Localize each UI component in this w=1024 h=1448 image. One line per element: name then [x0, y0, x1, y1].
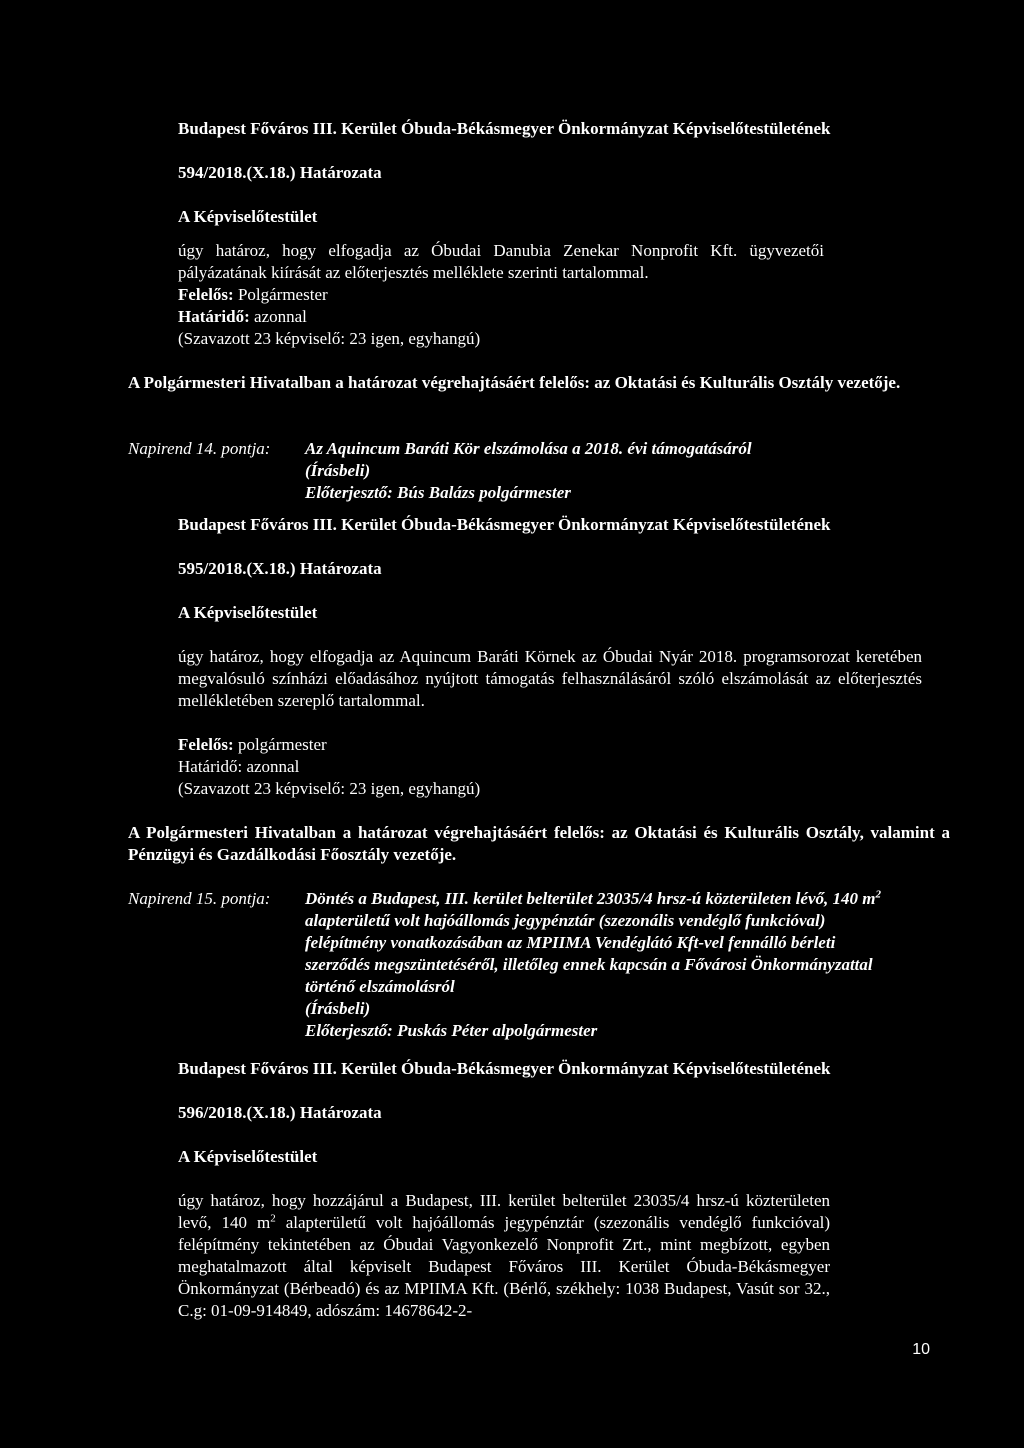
responsible-value: Polgármester	[237, 285, 328, 304]
agenda-presenter: Előterjesztő: Bús Balázs polgármester	[305, 483, 571, 502]
agenda-title: Az Aquincum Baráti Kör elszámolása a 2018. évi támogatásáról	[305, 439, 752, 458]
agenda-title-line: szerződés megszüntetéséről, illetőleg ennek kapcsán a Fővárosi Önkormányzattal	[305, 955, 873, 974]
office-responsibility: A Polgármesteri Hivatalban a határozat végrehajtásáért felelős: az Oktatási és Kulturális Osztály, valamint a Pénzügyi és Gazdálkodási Főosztály vezetője.	[128, 823, 950, 864]
responsible-label: Felelős:	[178, 735, 234, 754]
responsible-line	[178, 734, 938, 756]
resolution-number: 594/2018.(X.18.) Határozata	[178, 163, 382, 182]
deadline-label: Határidő:	[178, 307, 250, 326]
agenda-type: (Írásbeli)	[305, 999, 371, 1018]
agenda-title-text: Döntés a Budapest, III. kerület belterület 23035/4 hrsz-ú közterületen lévő, 140 m	[305, 889, 876, 908]
resolution-text-part: alapterületű volt hajóállomás jegypénztár (szezonális vendéglő funkcióval) felépítmény tekintetében az Óbudai Vagyonkezelő Nonprofit Zrt., mint megbízott, egyben meghatalmazott által képviselt Budapest Főváros III. Kerület Óbuda-Békásmegyer Önkormányzat (Bérbeadó) és az MPIIMA Kft. (Bérlő, székhely: 1038 Budapest, Vasút sor 32., C.g: 01-09-914849, adószám: 14678642-2-	[178, 1213, 830, 1320]
deadline-value: azonnal	[254, 307, 307, 326]
responsible-value: polgármester	[237, 735, 327, 754]
resolution-text: úgy határoz, hogy elfogadja az Aquincum Baráti Körnek az Óbudai Nyár 2018. programsorozat keretében megvalósuló színházi előadásához nyújtott támogatás felhasználásáról szóló elszámolását az előterjesztés mellékletében szereplő tartalommal.	[178, 647, 922, 710]
resolution-text	[178, 1190, 830, 1322]
resolution-header: Budapest Főváros III. Kerület Óbuda-Békásmegyer Önkormányzat Képviselőtestületének	[178, 119, 831, 138]
council-heading: A Képviselőtestület	[178, 207, 318, 226]
agenda-label: Napirend 15. pontja:	[128, 889, 271, 908]
deadline-line: Határidő: azonnal	[178, 757, 300, 776]
page-number: 10	[912, 1341, 930, 1358]
resolution-header: Budapest Főváros III. Kerület Óbuda-Békásmegyer Önkormányzat Képviselőtestületének	[178, 1059, 831, 1078]
agenda-presenter: Előterjesztő: Puskás Péter alpolgármester	[305, 1021, 598, 1040]
council-heading: A Képviselőtestület	[178, 603, 318, 622]
agenda-item-14	[128, 438, 950, 504]
superscript: 2	[270, 1212, 276, 1225]
vote-line: (Szavazott 23 képviselő: 23 igen, egyhangú)	[178, 779, 481, 798]
resolution-text-part: úgy határoz, hogy hozzájárul a Budapest, III. kerület belterület 23035/4 hrsz-ú közterületen levő, 140 m	[178, 1191, 830, 1232]
deadline-line	[178, 306, 938, 328]
agenda-label: Napirend 14. pontja:	[128, 439, 271, 458]
agenda-item-15	[128, 888, 950, 1042]
resolution-header: Budapest Főváros III. Kerület Óbuda-Békásmegyer Önkormányzat Képviselőtestületének	[178, 515, 831, 534]
vote-line: (Szavazott 23 képviselő: 23 igen, egyhangú)	[178, 329, 481, 348]
agenda-title-line: alapterületű volt hajóállomás jegypénztár (szezonális vendéglő funkcióval)	[305, 911, 826, 930]
agenda-title-line: történő elszámolásról	[305, 977, 455, 996]
resolution-number: 596/2018.(X.18.) Határozata	[178, 1103, 382, 1122]
resolution-text: úgy határoz, hogy elfogadja az Óbudai Danubia Zenekar Nonprofit Kft. ügyvezetői pályázatának kiírását az előterjesztés melléklete szerinti tartalommal.	[178, 241, 824, 282]
council-heading: A Képviselőtestület	[178, 1147, 318, 1166]
agenda-type: (Írásbeli)	[305, 461, 371, 480]
agenda-title-line	[305, 888, 950, 910]
resolution-number: 595/2018.(X.18.) Határozata	[178, 559, 382, 578]
superscript: 2	[875, 888, 881, 901]
office-responsibility: A Polgármesteri Hivatalban a határozat végrehajtásáért felelős: az Oktatási és Kulturális Osztály vezetője.	[128, 373, 901, 392]
responsible-line	[178, 284, 938, 306]
agenda-title-line: felépítmény vonatkozásában az MPIIMA Vendéglátó Kft-vel fennálló bérleti	[305, 933, 836, 952]
responsible-label: Felelős:	[178, 285, 234, 304]
